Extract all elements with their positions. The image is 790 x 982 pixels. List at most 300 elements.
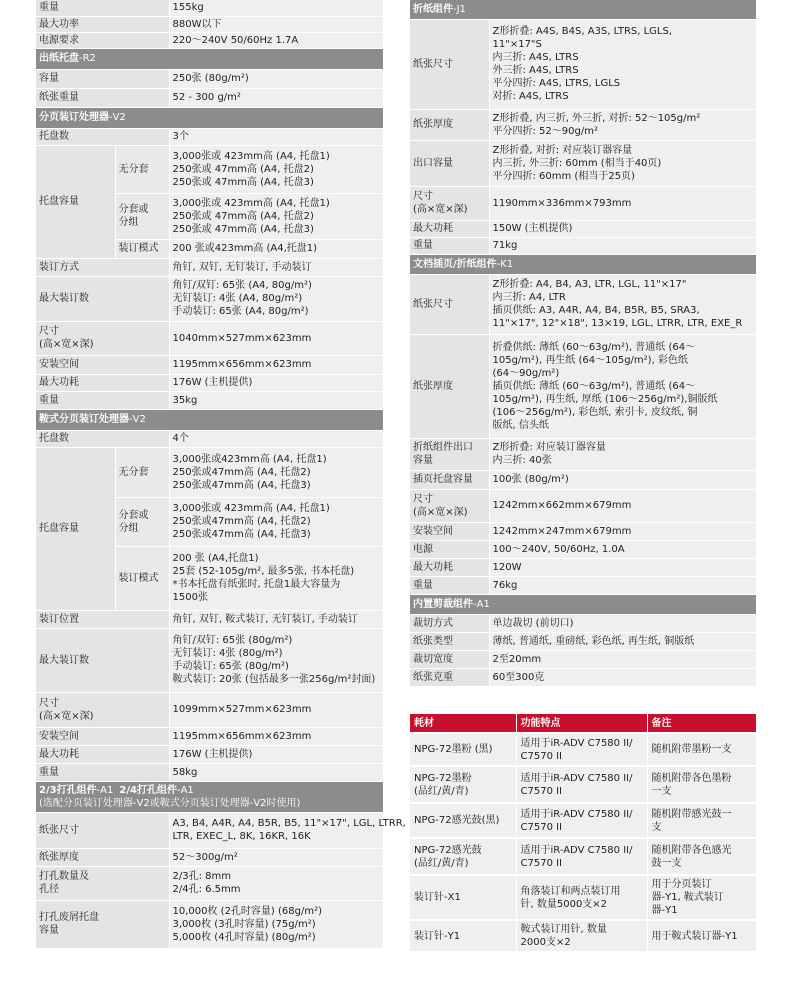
- text-line: (高×宽×深): [39, 710, 94, 722]
- text-line: 250张或47mm高 (A4, 托盘2): [172, 516, 311, 527]
- text-line: 250张或 47mm高 (A4, 托盘3): [172, 223, 314, 235]
- text-line: (品红/黄/青): [414, 785, 469, 797]
- text-line: 58kg: [172, 766, 198, 778]
- spec-row: [36, 0, 383, 16]
- spec-label: [36, 866, 169, 900]
- consumable-feature: [516, 766, 647, 803]
- text-line: 105g/m²), 再生纸, 厚纸 (106～256g/m²),铜版纸: [492, 393, 718, 405]
- spec-row: [36, 88, 383, 107]
- text-line: 鼓一支: [651, 857, 682, 869]
- consumable-row: [410, 838, 756, 875]
- consumable-name: [410, 766, 516, 803]
- section-model: -V2: [109, 112, 126, 123]
- text-line: 容量: [413, 455, 433, 466]
- sub-value: [169, 546, 383, 610]
- text-line: 插页供纸: A3, A4R, A4, B4, B5R, B5, SRA3,: [492, 305, 700, 316]
- spec-label: [410, 576, 489, 594]
- section-title: [36, 107, 383, 128]
- section-model: -K1: [496, 258, 514, 270]
- section-title: [410, 254, 756, 274]
- spec-label: 最大功率: [36, 16, 169, 32]
- consumable-row: [410, 733, 756, 766]
- text-line: NPG-72感光鼓(黑): [414, 815, 500, 826]
- spec-value: [169, 866, 383, 900]
- section-model: -A1: [96, 784, 114, 796]
- spec-label: [410, 489, 489, 522]
- spec-label: [36, 628, 169, 692]
- text-line: A3, B4, A4R, A4, B5R, B5, 11"×17", LGL, LTRR,: [172, 818, 406, 829]
- spec-label: [410, 470, 489, 489]
- text-line: 2/4孔: 6.5mm: [172, 884, 241, 895]
- text-line: 52 - 300 g/m²: [172, 92, 241, 103]
- spec-row: [36, 900, 383, 948]
- text-line: 对折: A4S, LTRS: [492, 91, 569, 102]
- text-line: 鞍式装订用针, 数量: [520, 924, 607, 935]
- section-model: -A1: [473, 598, 490, 610]
- text-line: 尺寸: [413, 191, 433, 202]
- text-line: 装订模式: [118, 572, 159, 584]
- text-line: 1242mm×247mm×679mm: [492, 525, 632, 537]
- spec-label: 纸张重量: [36, 88, 169, 107]
- text-line: 纸张尺寸: [413, 58, 453, 70]
- text-line: 适用于iR-ADV C7580 II/: [520, 844, 633, 856]
- column-header: 功能特点: [516, 714, 647, 733]
- text-line: 250张或 47mm高 (A4, 托盘2): [172, 210, 314, 222]
- sub-label: [115, 239, 169, 258]
- text-line: 最大功耗: [413, 223, 453, 234]
- text-line: 角钉/双钉: 65张 (80g/m²): [172, 635, 293, 646]
- spec-value: [489, 220, 756, 237]
- text-line: 3,000张或423mm高 (A4, 托盘1): [172, 453, 327, 465]
- spec-label: [410, 237, 489, 254]
- text-line: 2000支×2: [520, 937, 571, 948]
- text-line: 装订针-Y1: [414, 930, 461, 942]
- spec-row: [410, 334, 756, 438]
- text-line: 纸张尺寸: [39, 824, 79, 836]
- consumable-note: [647, 838, 756, 875]
- section-title: [410, 594, 756, 614]
- text-line: 最大功耗: [39, 748, 79, 760]
- spec-value: [489, 19, 756, 109]
- text-line: 250张或 47mm高 (A4, 托盘3): [172, 176, 314, 188]
- text-line: 71kg: [492, 240, 518, 251]
- spec-value: [489, 109, 756, 140]
- text-line: 1500张: [172, 592, 208, 603]
- text-line: 100～240V, 50/60Hz, 1.0A: [492, 543, 625, 555]
- text-line: 分套或: [118, 204, 149, 215]
- text-line: 用于鞍式装订器-Y1: [651, 930, 738, 942]
- section-header: [410, 594, 756, 614]
- section-header: [36, 107, 383, 128]
- text-line: 155kg: [172, 2, 204, 14]
- text-line: 纸张类型: [413, 635, 453, 647]
- text-line: 装订方式: [39, 261, 79, 273]
- text-line: 分组: [118, 217, 139, 228]
- spec-label: 托盘数: [36, 430, 169, 447]
- text-line: 200 张 (A4,托盘1): [172, 553, 259, 564]
- section-model: -A1: [176, 784, 194, 796]
- text-line: 孔径: [39, 884, 59, 895]
- sub-label: [115, 546, 169, 610]
- text-line: (64～90g/m²): [492, 367, 560, 379]
- spec-label: [410, 109, 489, 140]
- spec-table-right: [410, 0, 756, 687]
- text-line: 无分套: [118, 163, 149, 175]
- text-line: 76kg: [492, 579, 518, 591]
- spec-value: [489, 237, 756, 254]
- spec-value: [489, 540, 756, 558]
- spec-row: [36, 69, 383, 88]
- text-line: 角钉, 双钉, 鞍式装订, 无钉装订, 手动装订: [172, 613, 358, 625]
- section-name: 折纸组件: [413, 3, 453, 15]
- consumable-name: [410, 733, 516, 766]
- spec-value: [169, 0, 383, 16]
- text-line: 3,000枚 (3孔时容量) (75g/m²): [172, 918, 316, 930]
- section-model: -R2: [79, 53, 96, 64]
- text-line: C7570 II: [520, 857, 563, 869]
- spec-row: [36, 692, 383, 727]
- text-line: 版纸, 信头纸: [492, 419, 549, 431]
- text-line: 120W: [492, 561, 522, 573]
- text-line: 3,000张或 423mm高 (A4, 托盘1): [172, 197, 330, 209]
- text-line: 2至20mm: [492, 653, 542, 665]
- sub-label: [115, 447, 169, 497]
- spec-value: [169, 727, 383, 745]
- spec-value: [489, 614, 756, 632]
- text-line: 最大功耗: [39, 377, 79, 388]
- text-line: Z形折叠: A4, B4, A3, LTR, LGL, 11"×17": [492, 279, 687, 290]
- consumable-row: [410, 875, 756, 920]
- spec-label: [410, 140, 489, 186]
- text-line: 支: [651, 821, 662, 833]
- consumable-note: [647, 733, 756, 766]
- consumable-feature: [516, 733, 647, 766]
- text-line: (106～256g/m²), 彩色纸, 索引卡, 皮纹纸, 铜: [492, 406, 698, 418]
- spec-row: [36, 32, 383, 48]
- spec-label: [36, 900, 169, 948]
- section-header: [410, 0, 756, 19]
- spec-label: 容量: [36, 69, 169, 88]
- spec-label: [410, 220, 489, 237]
- spec-label: [36, 763, 169, 781]
- text-line: 250张或47mm高 (A4, 托盘3): [172, 529, 311, 540]
- consumable-note: [647, 766, 756, 803]
- section-note: (选配分页装订处理器-V2或鞍式分页装订处理器-V2时使用): [39, 797, 301, 809]
- spec-label: 托盘数: [36, 128, 169, 145]
- spec-row: [410, 470, 756, 489]
- text-line: 尺寸: [39, 697, 59, 709]
- text-line: 无钉装订: 4张 (80g/m²): [172, 648, 283, 659]
- spec-label: [36, 692, 169, 727]
- text-line: 250张或 47mm高 (A4, 托盘2): [172, 163, 314, 175]
- spec-value: [489, 274, 756, 334]
- spec-value: [489, 632, 756, 650]
- sub-label: [115, 497, 169, 546]
- spec-value: [169, 32, 383, 48]
- spec-value: [489, 489, 756, 522]
- spec-row: [410, 19, 756, 109]
- text-line: 手动装订: 65张 (A4, 80g/m²): [172, 306, 309, 317]
- spec-label: [36, 745, 169, 763]
- spec-value: [169, 276, 383, 321]
- spec-value: [169, 812, 406, 848]
- text-line: 最大装订数: [39, 654, 89, 666]
- spec-row: [36, 848, 383, 866]
- consumable-row: [410, 803, 756, 838]
- text-line: 1190mm×336mm×793mm: [492, 197, 632, 209]
- spec-row: [36, 745, 383, 763]
- text-line: 1195mm×656mm×623mm: [172, 730, 312, 742]
- text-line: 电源: [413, 543, 433, 555]
- text-line: LTR, EXEC_L, 8K, 16KR, 16K: [172, 831, 311, 842]
- text-line: 容量: [39, 925, 59, 936]
- spec-label: [36, 610, 169, 628]
- spec-value: [489, 650, 756, 668]
- text-line: 最大装订数: [39, 293, 89, 304]
- tray-capacity-row: [36, 145, 383, 193]
- text-line: 平分四折: 60mm (相当于25页): [492, 170, 635, 182]
- spec-row: [36, 727, 383, 745]
- text-line: 11"×17"S: [492, 39, 542, 50]
- spec-row: [410, 522, 756, 540]
- spec-row: [36, 16, 383, 32]
- text-line: 重量: [413, 240, 433, 251]
- text-line: 10,000枚 (2孔时容量) (68g/m²): [172, 905, 323, 917]
- spec-value: [169, 88, 383, 107]
- spec-label: [36, 727, 169, 745]
- spec-label: [410, 558, 489, 576]
- text-line: 安装空间: [39, 730, 79, 742]
- text-line: *书本托盘有纸张时, 托盘1最大容量为: [172, 579, 341, 590]
- section-title: [36, 48, 383, 69]
- text-line: 装订针-X1: [414, 892, 461, 903]
- spec-label: [36, 355, 169, 374]
- text-line: 角落装订和两点装订用: [520, 885, 621, 897]
- spec-row: [36, 430, 383, 447]
- text-line: 176W (主机提供): [172, 377, 253, 388]
- text-line: 25套 (52-105g/m², 最多5张, 书本托盘): [172, 566, 355, 577]
- consumable-row: [410, 766, 756, 803]
- spec-value: 4个: [169, 430, 383, 447]
- text-line: 单边裁切 (前切口): [492, 617, 574, 629]
- text-line: 内三折: 40张: [492, 455, 552, 466]
- spec-label: [36, 848, 169, 866]
- spec-row: [410, 632, 756, 650]
- text-line: (高×宽×深): [413, 506, 468, 518]
- spec-label: [410, 540, 489, 558]
- spec-value: [489, 470, 756, 489]
- spec-row: [410, 237, 756, 254]
- text-line: NPG-72墨粉: [414, 772, 472, 784]
- spec-value: [169, 692, 383, 727]
- spec-row: [36, 866, 383, 900]
- consumable-name: [410, 838, 516, 875]
- text-line: 折纸组件出口: [413, 442, 473, 453]
- text-line: 重量: [39, 766, 59, 778]
- sub-value: [169, 193, 383, 239]
- text-line: 1040mm×527mm×623mm: [172, 332, 312, 344]
- spec-label: [410, 522, 489, 540]
- section-header: [36, 781, 383, 812]
- section-title: [410, 0, 756, 19]
- spec-value: [489, 668, 756, 686]
- section-header: [36, 48, 383, 69]
- text-line: 随机附带各色墨粉: [651, 772, 732, 784]
- spec-value: [489, 186, 756, 220]
- sub-value: [169, 497, 383, 546]
- column-header: 备注: [647, 714, 756, 733]
- spec-value: [169, 355, 383, 374]
- text-line: 打孔废屑托盘: [39, 912, 99, 923]
- text-line: 1242mm×662mm×679mm: [492, 500, 632, 511]
- text-line: 随机附带各色感光: [651, 844, 732, 856]
- section-name: 2/4打孔组件: [119, 784, 177, 796]
- spec-value: [169, 374, 383, 391]
- consumable-row: [410, 920, 756, 952]
- spec-row: [36, 321, 383, 355]
- text-line: 纸张厚度: [413, 119, 453, 130]
- text-line: 纸张厚度: [413, 380, 453, 392]
- text-line: 薄纸, 普通纸, 重磅纸, 彩色纸, 再生纸, 铜版纸: [492, 635, 695, 647]
- left-spec-column: [36, 0, 406, 949]
- spec-row: [410, 220, 756, 237]
- consumable-note: [647, 803, 756, 838]
- text-line: 手动装订: 65张 (80g/m²): [172, 661, 289, 672]
- text-line: 1195mm×656mm×623mm: [172, 359, 312, 370]
- text-line: 无钉装订: 4张 (A4, 80g/m²): [172, 293, 303, 304]
- text-line: 尺寸: [413, 493, 433, 505]
- section-header: [36, 409, 383, 430]
- spec-value: [169, 628, 383, 692]
- text-line: 内三折, 外三折: 60mm (相当于40页): [492, 157, 662, 169]
- text-line: 105g/m²), 再生纸 (64～105g/m²), 彩色纸: [492, 354, 688, 366]
- spec-value: [169, 69, 383, 88]
- spec-row: [36, 374, 383, 391]
- spec-row: [36, 391, 383, 409]
- spec-label: 重量: [36, 0, 169, 16]
- text-line: 折叠供纸: 薄纸 (60～63g/m²), 普通纸 (64～: [492, 341, 696, 353]
- text-line: 11"×17", 12"×18", 13×19, LGL, LTRR, LTR, EXE_R: [492, 318, 743, 329]
- text-line: 适用于iR-ADV C7580 II/: [520, 737, 633, 749]
- text-line: 35kg: [172, 394, 198, 406]
- spec-row: [410, 558, 756, 576]
- spec-label: [36, 321, 169, 355]
- spec-label: [410, 650, 489, 668]
- tray-capacity-row: [36, 447, 383, 497]
- spec-value: [169, 391, 383, 409]
- text-line: 随机附带墨粉一支: [651, 744, 732, 755]
- spec-value: [169, 900, 383, 948]
- spec-label: [410, 614, 489, 632]
- consumable-name: [410, 803, 516, 838]
- text-line: 3,000张或 423mm高 (A4, 托盘1): [172, 150, 330, 162]
- text-line: NPG-72感光鼓: [414, 844, 482, 856]
- text-line: C7570 II: [520, 750, 563, 762]
- text-line: 52～300g/m²: [172, 851, 238, 863]
- section-title-line: [39, 784, 380, 797]
- spec-row: [36, 258, 383, 276]
- text-line: 200 张或423mm高 (A4,托盘1): [172, 243, 318, 254]
- sub-value: [169, 239, 383, 258]
- text-line: 纸张尺寸: [413, 298, 453, 310]
- consumable-name: [410, 875, 516, 920]
- spec-value: [489, 576, 756, 594]
- spec-value: [489, 334, 756, 438]
- text-line: (品红/黄/青): [414, 857, 469, 869]
- spec-value: 3个: [169, 128, 383, 145]
- text-line: 220～240V 50/60Hz 1.7A: [172, 34, 299, 46]
- text-line: 3,000张或 423mm高 (A4, 托盘1): [172, 503, 330, 514]
- spec-label: [410, 632, 489, 650]
- spec-row: [410, 489, 756, 522]
- section-model: -J1: [453, 3, 466, 15]
- text-line: 内三折: A4S, LTRS: [492, 52, 579, 63]
- text-line: Z形折叠: 对应装订器容量: [492, 442, 606, 453]
- spec-label: [410, 668, 489, 686]
- text-line: 角钉, 双钉, 无钉装订, 手动装订: [172, 261, 312, 273]
- sub-value: [169, 447, 383, 497]
- text-line: C7570 II: [520, 785, 563, 797]
- spec-value: [169, 321, 383, 355]
- spec-value: [489, 522, 756, 540]
- spec-value: [169, 610, 383, 628]
- consumable-feature: [516, 803, 647, 838]
- section-name: 内置剪裁组件: [413, 598, 473, 610]
- text-line: 针, 数量5000支×2: [520, 898, 608, 910]
- text-line: 最大功耗: [413, 561, 453, 573]
- consumable-note: [647, 920, 756, 952]
- consumable-feature: [516, 838, 647, 875]
- text-line: 安装空间: [413, 525, 453, 537]
- spec-row: [36, 610, 383, 628]
- spec-label: [410, 334, 489, 438]
- section-model: -V2: [129, 414, 146, 425]
- text-line: Z形折叠: A4S, B4S, A3S, LTRS, LGLS,: [492, 26, 673, 37]
- spec-label: [36, 374, 169, 391]
- spec-label: [410, 186, 489, 220]
- text-line: 插页供纸: 薄纸 (60～63g/m²), 普通纸 (64～: [492, 380, 696, 392]
- consumables-header: [410, 714, 756, 733]
- text-line: 250张或47mm高 (A4, 托盘3): [172, 479, 311, 491]
- section-title: [36, 409, 383, 430]
- spec-row: [36, 763, 383, 781]
- spec-row: [410, 274, 756, 334]
- spec-row: [36, 355, 383, 374]
- text-line: 重量: [413, 579, 433, 591]
- spec-label: 托盘容量: [36, 447, 115, 610]
- text-line: 适用于iR-ADV C7580 II/: [520, 772, 633, 784]
- spec-value: [489, 140, 756, 186]
- spec-row: [36, 812, 383, 848]
- text-line: 器-Y1, 鞍式装订: [651, 892, 724, 903]
- spec-label: [36, 391, 169, 409]
- section-name: 分页装订处理器: [39, 112, 109, 123]
- text-line: 打孔数量及: [39, 871, 89, 882]
- spec-label: [410, 19, 489, 109]
- spec-label: [36, 258, 169, 276]
- spec-value: [169, 16, 383, 32]
- text-line: NPG-72墨粉 (黑): [414, 744, 493, 755]
- spec-label: [410, 438, 489, 470]
- text-line: 出口容量: [413, 157, 453, 169]
- text-line: 随机附带感光鼓一: [651, 808, 732, 820]
- text-line: 150W (主机提供): [492, 223, 573, 234]
- text-line: 分组: [118, 522, 139, 534]
- text-line: 2/3孔: 8mm: [172, 871, 231, 882]
- consumables-table: [410, 714, 756, 953]
- spec-row: [410, 650, 756, 668]
- spec-row: [410, 140, 756, 186]
